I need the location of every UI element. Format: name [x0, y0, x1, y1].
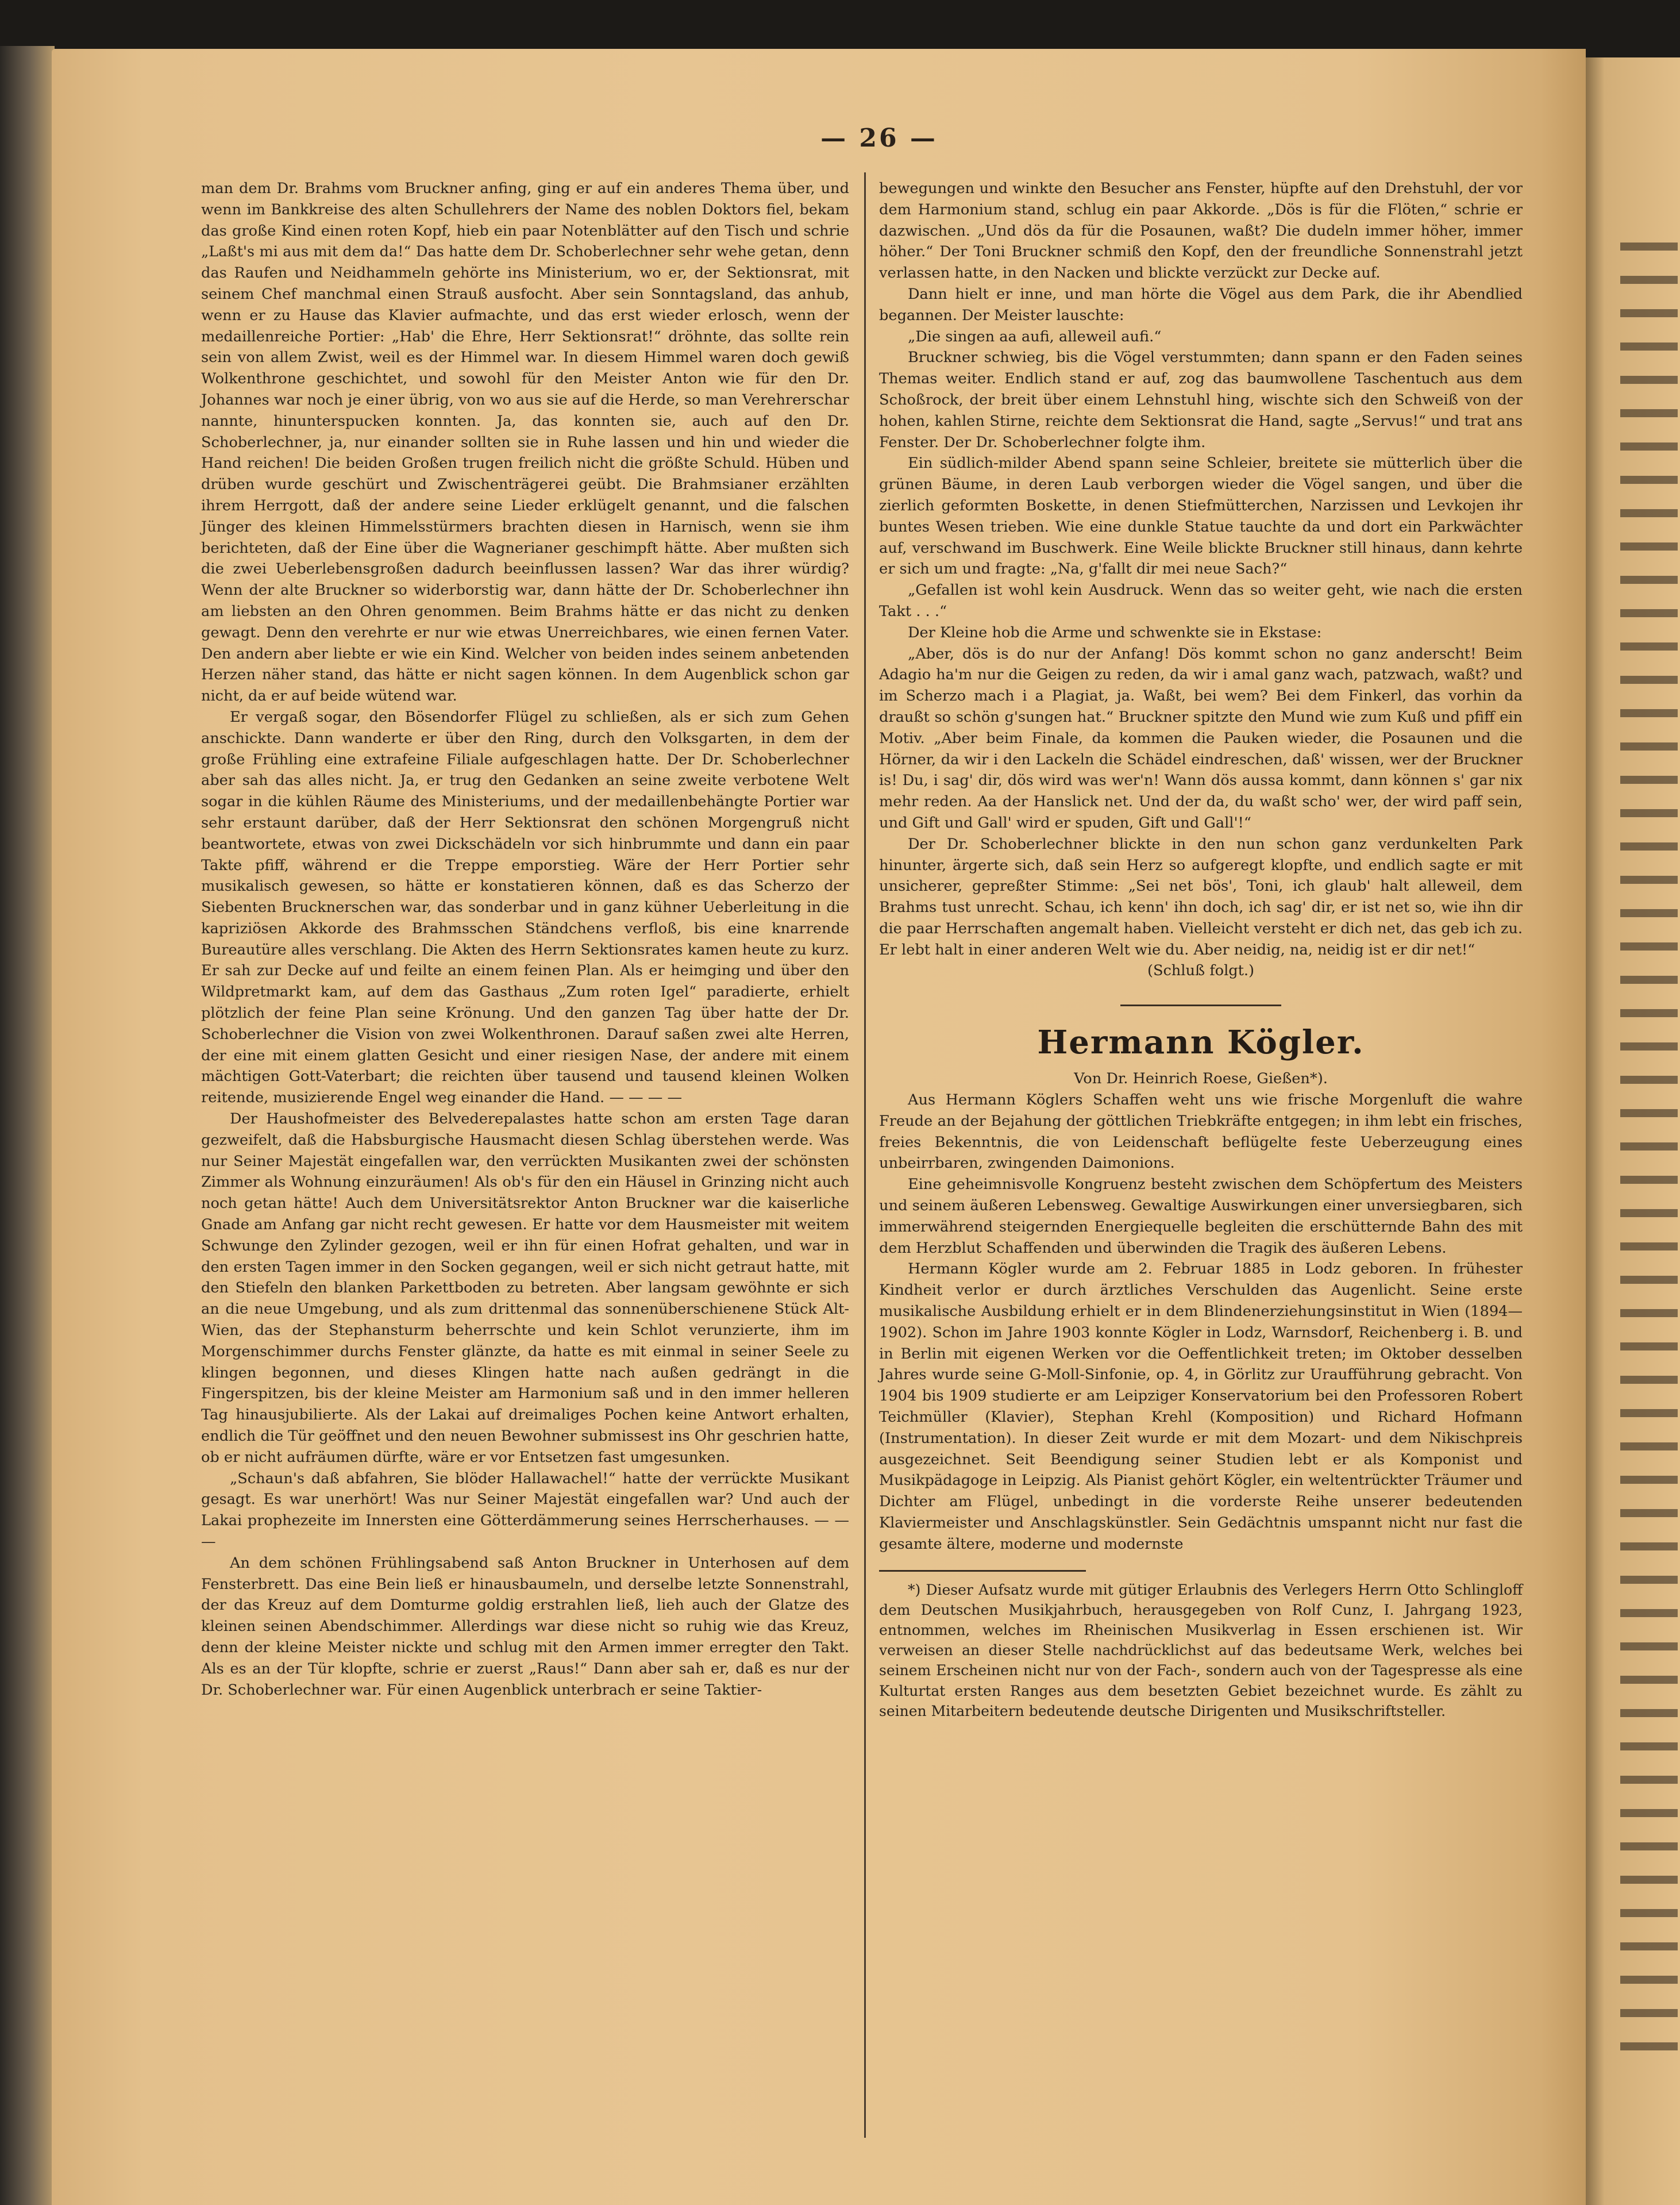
article-title: Hermann Kögler.	[1037, 1023, 1365, 1062]
article-paragraph: Hermann Kögler wurde am 2. Februar 1885 in Lodz geboren. In frühester Kindheit verlor er durch ärztliches Verschulden das Augenlicht. Seine erste musikalische Ausbildung erhielt er in dem Blindenerziehungsinstitut in Wien (1894—1902). Schon im Jahre 1903 konnte Kögler in Lodz, Warnsdorf, Reichenberg i. B. und in Berlin mit eigenen Werken vor die Oeffentlichkeit treten; im Oktober desselben Jahres wurde seine G-Moll-Sinfonie, op. 4, in Görlitz zur Uraufführung gebracht. Von 1904 bis 1909 studierte er am Leipziger Konservatorium bei den Professoren Robert Teichmüller (Klavier), Stephan Krehl (Komposition) und Richard Hofmann (Instrumentation). In dieser Zeit wurde er mit dem Mozart- und dem Nikischpreis ausgezeichnet. Seit Beendigung seiner Studien lebt er als Komponist und Musikpädagoge in Leipzig. Als Pianist gehört Kögler, ein weltentrückter Träumer und Dichter am Flügel, unbedingt in die vorderste Reihe unserer bedeutenden Klaviermeister und Anschlagskünstler. Sein Gedächtnis umspannt nicht nur fast die gesamte ältere, moderne und modernste	[879, 1260, 1523, 1553]
right-text-column	[879, 178, 1523, 1721]
footnote: *) Dieser Aufsatz wurde mit gütiger Erlaubnis des Verlegers Herrn Otto Schlingloff dem Deutschen Musikjahrbuch, herausgegeben von Rolf Cunz, I. Jahrgang 1923, entnommen, welches im Rheinischen Musikverlag in Essen erschienen ist. Wir verweisen an dieser Stelle nachdrücklichst auf das bedeutsame Werk, welches bei seinem Erscheinen nicht nur von der Fach-, sondern auch von der Tagespresse als eine Kulturtat ersten Ranges aus dem besetzten Gebiet bezeichnet wurde. Es zählt zu seinen Mitarbeitern bedeutende deutsche Dirigenten und Musikschriftsteller.	[879, 1581, 1523, 1719]
article-paragraph: Eine geheimnisvolle Kongruenz besteht zwischen dem Schöpfertum des Meisters und seinem äußeren Lebensweg. Gewaltige Auswirkungen einer unversiegbaren, sich immerwährend steigernden Energiequelle begleiten die erschütternde Bahn des mit dem Herzblut Schaffenden und überwinden die Tragik des äußeren Lebens.	[879, 1176, 1523, 1257]
left-paragraph: man dem Dr. Brahms vom Bruckner anfing, ging er auf ein anderes Thema über, und wenn im Bankkreise des alten Schullehrers der Name des noblen Doktors fiel, bekam das große Kind einen roten Kopf, hieb ein paar Notenblätter auf den Tisch und schrie „Laßt's mi aus mit dem da!“ Das hatte dem Dr. Schoberlechner sehr wehe getan, denn das Raufen und Neidhammeln gehörte ins Ministerium, wo er, der Sektionsrat, mit seinem Chef manchmal einen Strauß ausfocht. Aber sein Sonntagsland, das anhub, wenn er zu Hause das Klavier aufmachte, und das erst wieder erlosch, wenn der medaillenreiche Portier: „Hab' die Ehre, Herr Sektionsrat!“ dröhnte, das sollte rein sein von allem Zwist, weil es der Himmel war. In diesem Himmel waren doch gewiß Wolkenthrone geschichtet, und sowohl für den Meister Anton wie für den Dr. Johannes war noch je einer übrig, von wo aus sie auf die Herde, so man Verehrerschar nannte, hinunterspucken konnten. Ja, das konnten sie, auch auf den Dr. Schoberlechner, ja, nur einander sollten sie in Ruhe lassen und hin und wieder die Hand reichen! Die beiden Großen trugen freilich nicht die größte Schuld. Hüben und drüben wurde geschürt und Zwischenträgerei geübt. Die Brahmsianer erzählten ihrem Herrgott, daß der andere seine Lieder erklügelt genannt, und die falschen Jünger des kleinen Himmelsstürmers brachten diesen in Harnisch, wenn sie ihm berichteten, daß der Eine über die Wagnerianer geschimpft hätte. Aber mußten sich die zwei Ueberlebensgroßen dadurch beeinflussen lassen? War das ihrer würdig? Wenn der alte Bruckner so widerborstig war, dann hätte der Dr. Schoberlechner ihn am liebsten an den Ohren genommen. Beim Brahms hätte er das nicht zu denken gewagt. Denn den verehrte er nur wie etwas Unerreichbares, wie einen fernen Vater. Den andern aber liebte er wie ein Kind. Welcher von beiden indes seinem anbetenden Herzen näher stand, das hätte er nicht sagen können. In dem Augenblick schon gar nicht, da er auf beide wütend war.	[201, 180, 849, 705]
left-text-column	[201, 178, 849, 1700]
page-number: — 26 —	[820, 124, 938, 153]
left-paragraph: An dem schönen Frühlingsabend saß Anton Bruckner in Unterhosen auf dem Fensterbrett. Das eine Bein ließ er hinausbaumeln, und derselbe letzte Sonnenstrahl, der das Kreuz auf dem Domturme goldig erstrahlen ließ, lieh auch der Glatze des kleinen seinen Abendschimmer. Allerdings war diese nicht so ruhig wie das Kreuz, denn der kleine Meister nickte und schlug mit den Armen immer erregter den Takt. Als es an der Tür klopfte, schrie er zuerst „Raus!“ Dann aber sah er, daß es nur der Dr. Schoberlechner war. Für einen Augenblick unterbrach er seine Taktier-	[201, 1554, 849, 1699]
footnote-rule	[879, 1570, 1086, 1572]
right-paragraph: Der Kleine hob die Arme und schwenkte sie in Ekstase:	[908, 624, 1322, 641]
right-paragraph: Bruckner schwieg, bis die Vögel verstummten; dann spann er den Faden seines Themas weiter. Endlich stand er auf, zog das baumwollene Taschentuch aus dem Schoßrock, der breit über einem Lehnstuhl hing, wischte sich den Schweiß von der hohen, kahlen Stirne, reichte dem Sektionsrat die Hand, sagte „Servus!“ und trat ans Fenster. Der Dr. Schoberlechner folgte ihm.	[879, 349, 1523, 451]
right-paragraph: „Aber, dös is do nur der Anfang! Dös kommt schon no ganz anderscht! Beim Adagio ha'm nur die Geigen zu reden, da wir i amal ganz wach, patzwach, waßt? und im Scherzo mach i a Plagiat, ja. Waßt, bei wem? Bei dem Finkerl, das vorhin da draußt so schön g'sungen hat.“ Bruckner spitzte den Mund wie zum Kuß und pfiff ein Motiv. „Aber beim Finale, da kommen die Pauken wieder, die Posaunen und die Hörner, da wir i den Lackeln die Schädel eindreschen, daß' wissen, wer der Bruckner is! Du, i sag' dir, dös wird was wer'n! Wann dös aussa kommt, dann können s' gar nix mehr reden. Aa der Hanslick net. Und der da, du waßt scho' wer, der wird paff sein, und Gift und Gall' wird er spuden, Gift und Gall'!“	[879, 645, 1523, 832]
article-byline: Von Dr. Heinrich Roese, Gießen*).	[1074, 1070, 1328, 1088]
left-paragraph: „Schaun's daß abfahren, Sie blöder Hallawachel!“ hatte der verrückte Musikant gesagt. Es war unerhört! Was nur Seiner Majestät eingefallen war? Und auch der Lakai prophezeite im Innersten eine Götterdämmerung seines Herrscherhauses. — — —	[201, 1469, 849, 1550]
section-divider-rule	[1120, 1005, 1281, 1006]
adjacent-page-text-fragment	[1620, 230, 1678, 2069]
book-binding-edge	[0, 46, 55, 2205]
right-paragraph: Der Dr. Schoberlechner blickte in den nun schon ganz verdunkelten Park hinunter, ärgerte sich, daß sein Herz so aufgeregt klopfte, und endlich sagte er mit unsicherer, gepreßter Stimme: „Sei net bös', Toni, ich glaub' halt alleweil, dem Brahms tust unrecht. Schau, ich kenn' ihn doch, ich sag' dir, er ist net so, wie ihn dir die paar Herrschaften angemalt haben. Vielleicht versteht er dich net, das geb ich zu. Er lebt halt in einer anderen Welt wie du. Aber neidig, na, neidig ist er dir net!“	[879, 835, 1523, 959]
right-paragraph: „Gefallen ist wohl kein Ausdruck. Wenn das so weiter geht, wie nach die ersten Takt . . .“	[879, 582, 1523, 620]
right-paragraph: Ein südlich-milder Abend spann seine Schleier, breitete sie mütterlich über die grünen Bäume, in deren Laub verborgen wieder die Vögel sangen, und über die zierlich geformten Boskette, in denen Stiefmütterchen, Narzissen und Levkojen ihr buntes Wesen trieben. Wie eine dunkle Statue tauchte da und dort ein Parkwächter auf, verschwand im Buschwerk. Eine Weile blickte Bruckner still hinaus, dann kehrte er sich um und fragte: „Na, g'fallt dir mei neue Sach?“	[879, 455, 1523, 578]
left-paragraph: Er vergaß sogar, den Bösendorfer Flügel zu schließen, als er sich zum Gehen anschickte. Dann wanderte er über den Ring, durch den Volksgarten, in dem der große Frühling eine extrafeine Filiale aufgeschlagen hatte. Der Dr. Schoberlechner aber sah das alles nicht. Ja, er trug den Gedanken an seine zweite verbotene Welt sogar in die kühlen Räume des Ministeriums, und der medaillenbehängte Portier war sehr erstaunt darüber, daß der Herr Sektionsrat den schönen Morgengruß nicht beantwortete, etwas von zwei Dickschädeln vor sich hinbrummte und dann ein paar Takte pfiff, während er die Treppe emporstieg. Wäre der Herr Portier sehr musikalisch gewesen, so hätte er konstatieren können, daß es das Scherzo der Siebenten Brucknerschen war, das sonderbar und in ganz kühner Ueberleitung in die kapriziösen Akkorde des Brahmsschen Ständchens verfloß, bis eine knarrende Bureautüre alles verschlang. Die Akten des Herrn Sektionsrates kamen heute zu kurz. Er sah zur Decke auf und feilte an einem feinen Plan. Als er heimging und über den Wildpretmarkt kam, auf dem das Gasthaus „Zum roten Igel“ paradierte, erhielt plötzlich der feine Plan seine Krönung. Und den ganzen Tag über hatte der Dr. Schoberlechner die Vision von zwei Wolkenthronen. Darauf saßen zwei alte Herren, der eine mit einem glatten Gesicht und einer riesigen Nase, der andere mit einem mächtigen Gott-Vaterbart; die reichten über tausend und tausend kleinen Wolken reitende, musizierende Engel weg einander die Hand. — — — —	[201, 708, 849, 1107]
right-paragraph: bewegungen und winkte den Besucher ans Fenster, hüpfte auf den Drehstuhl, der vor dem Harmonium stand, schlug ein paar Akkorde. „Dös is für die Flöten,“ schrie er dazwischen. „Und dös da für die Posaunen, waßt? Die dudeln immer höher, immer höher.“ Der Toni Bruckner schmiß den Kopf, den der freundliche Sonnenstrahl jetzt verlassen hatte, in den Nacken und blickte verzückt zur Decke auf.	[879, 180, 1523, 282]
right-paragraph: Dann hielt er inne, und man hörte die Vögel aus dem Park, die ihr Abendlied begannen. Der Meister lauschte:	[879, 285, 1523, 324]
adjacent-page-edge	[1586, 57, 1680, 2205]
article-paragraph: Aus Hermann Köglers Schaffen weht uns wie frische Morgenluft die wahre Freude an der Bejahung der göttlichen Triebkräfte entgegen; in ihm lebt ein frisches, freies Bekenntnis, die von Leidenschaft beflügelte feste Ueberzeugung eines unbeirrbaren, zwingenden Daimonions.	[879, 1091, 1523, 1172]
to-be-continued-note: (Schluß folgt.)	[1147, 962, 1255, 980]
right-paragraph: „Die singen aa aufi, alleweil aufi.“	[908, 328, 1162, 345]
left-paragraph: Der Haushofmeister des Belvederepalastes hatte schon am ersten Tage daran gezweifelt, daß die Habsburgische Hausmacht diesen Schlag überstehen werde. Was nur Seiner Majestät eingefallen war, den verrückten Musikanten zwei der schönsten Zimmer als Wohnung einzuräumen! Als ob's für den ein Häusel in Grinzing nicht auch noch getan hätte! Auch dem Universitätsrektor Anton Bruckner war die kaiserliche Gnade am Anfang gar nicht recht gewesen. Er hatte vor dem Hausmeister mit weitem Schwunge den Zylinder gezogen, weil er ihn für einen Hofrat gehalten, und war in den ersten Tagen immer in den Socken gegangen, weil er sich nicht getraut hatte, mit den Stiefeln den blanken Parkettboden zu betreten. Aber langsam gewöhnte er sich an die neue Umgebung, und als zum drittenmal das sonnenüberschienene Stück Alt-Wien, das der Stephansturm beherrschte und kein Schlot verunzierte, ihm im Morgenschimmer durchs Fenster glänzte, da hatte es mit einmal in seiner Seele zu klingen begonnen, und dieses Klingen hatte nach außen gedrängt in die Fingerspitzen, bis der kleine Meister am Harmonium saß und in den immer helleren Tag hinausjubilierte. Als der Lakai auf dreimaliges Pochen keine Antwort erhalten, endlich die Tür geöffnet und den neuen Bewohner submissest ins Ohr geschrien hatte, ob er nicht aufräumen dürfte, wäre er vor Entsetzen fast umgesunken.	[201, 1110, 850, 1466]
column-divider	[864, 172, 866, 2138]
